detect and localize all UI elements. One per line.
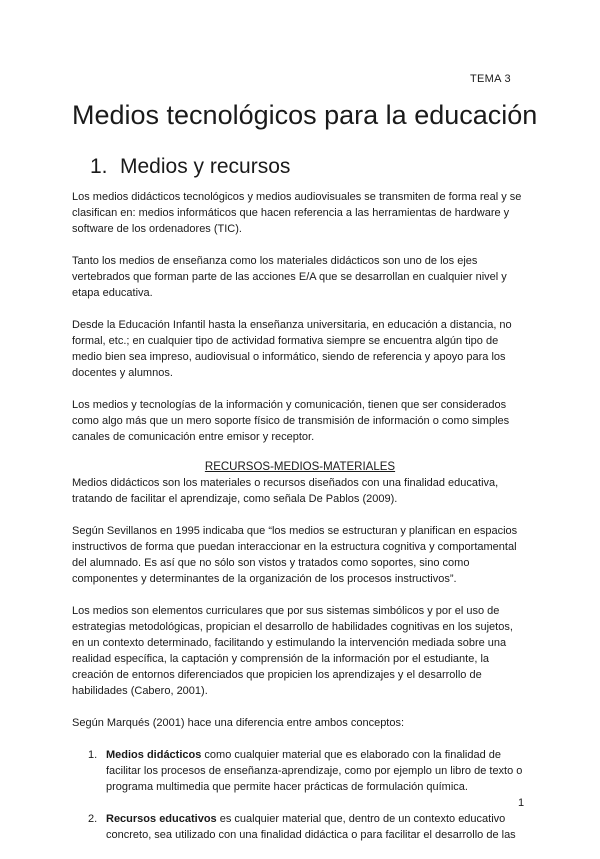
header-topic-tag: TEMA 3 [470,73,511,85]
section-title: Medios y recursos [120,155,291,178]
definition-term: Medios didácticos [106,749,202,761]
list-intro: Según Marqués (2001) hace una diferencia entre ambos conceptos: [72,717,405,729]
section-number: 1. [90,155,108,178]
body-paragraph: Medios didácticos son los materiales o recursos diseñados con una finalidad educativa, tratando de facilitar el aprendizaje, como señala De Pablos (2009). [72,477,499,505]
subheading-recursos: RECURSOS-MEDIOS-MATERIALES [204,461,396,473]
document-body [72,189,528,859]
body-paragraph: Desde la Educación Infantil hasta la enseñanza universitaria, en educación a distancia, no formal, etc.; en cualquier tipo de actividad formativa siempre se encuentra algún tipo de medio bien sea impreso, audiovisual o informático, siendo de referencia y apoyo para los docentes y alumnos. [72,319,512,379]
body-paragraph: Los medios son elementos curriculares que por sus sistemas simbólicos y por el uso de estrategias metodológicas, propician el desarrollo de habilidades cognitivas en los sujetos, en un contexto determinado, facilitando y estimulando la intervención mediada sobre una realidad específica, la captación y comprensión de la información por el estudiante, la creación de entornos diferenciados que propicien los aprendizajes y el desarrollo de habilidades (Cabero, 2001). [72,605,513,697]
body-paragraph: Según Sevillanos en 1995 indicaba que “los medios se estructuran y planifican en espacios instructivos de forma que puedan interaccionar en la estructura cognitiva y comportamental del alumnado. Es así que no sólo son vistos y tratados como soportes, sino como componentes y determinantes de la organización de los procesos instructivos”. [72,525,518,585]
body-paragraph: Los medios didácticos tecnológicos y medios audiovisuales se transmiten de forma real y se clasifican en: medios informáticos que hacen referencia a las herramientas de hardware y software de los ordenadores (TIC). [72,191,522,235]
body-paragraph: Los medios y tecnologías de la información y comunicación, tienen que ser considerados como algo más que un mero soporte físico de transmisión de información o como simples canales de comunicación entre emisor y receptor. [72,399,510,443]
list-item [72,747,528,795]
list-marker: 2. [88,813,98,825]
definition-text: es cualquier material que, dentro de un contexto educativo concreto, sea utilizado con una finalidad didáctica o para facilitar el desarrollo de las [106,813,516,841]
page-number: 1 [518,797,525,809]
body-paragraph: Tanto los medios de enseñanza como los materiales didácticos son uno de los ejes vertebrados que forman parte de las acciones E/A que se desarrollan en cualquier nivel y etapa educativa. [72,255,507,299]
list-item [72,811,528,843]
list-marker: 1. [88,749,98,761]
definition-term: Recursos educativos [106,813,217,825]
definitions-list [72,747,528,843]
document-title: Medios tecnológicos para la educación [72,100,538,130]
section-heading [90,155,290,179]
definition-text: como cualquier material que es elaborado con la finalidad de facilitar los procesos de enseñanza-aprendizaje, como por ejemplo un libro de texto o programa multimedia que permite hacer prácticas de formulación química. [106,749,523,793]
